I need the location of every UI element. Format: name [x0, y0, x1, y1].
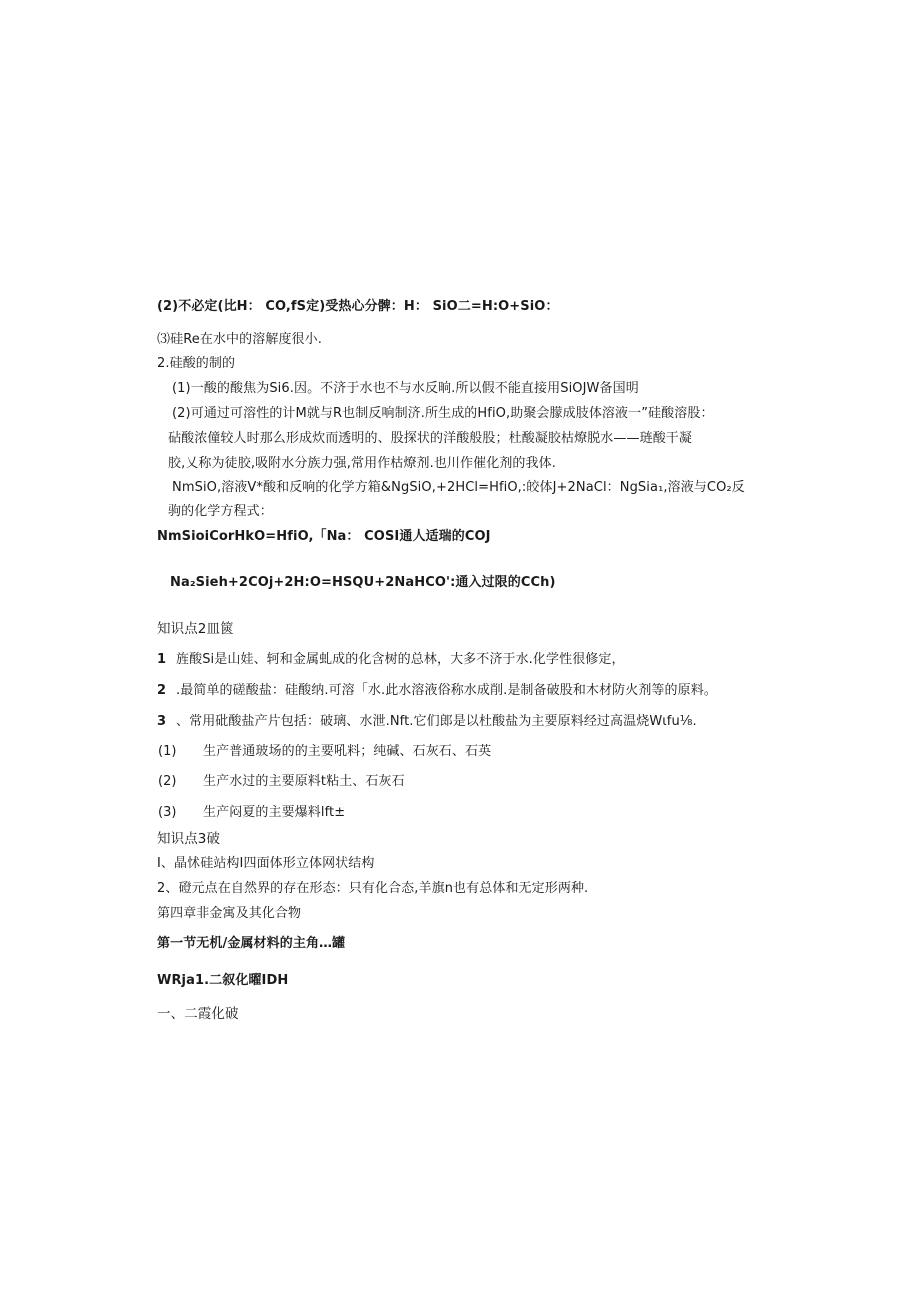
text-line: 2、磴元点在自然界的存在形态：只有化合态,羊旗n也有总体和无定形两种.	[157, 881, 589, 896]
text-line: (2)不必定(比H： CO,fS定)受热心分髀：H： SiO二=H:O+SiO：	[157, 299, 559, 314]
chapter-title: 第四章非金寓及其化合物	[157, 906, 302, 921]
list-number: 2	[157, 683, 167, 698]
list-number: 3	[157, 714, 167, 729]
subsection-title: 一、二霞化破	[157, 1006, 239, 1022]
text-line: 、常用砒酸盐产片包括：破璃、水泄.Nft.它们郎是以杜酸盐为主要原料经过高温烧Wιfu⅛.	[176, 714, 697, 729]
list-number: (3)	[158, 805, 177, 820]
text-line: 生产普通玻场的的主要吼料；纯碱、石灰石、石英	[203, 744, 492, 759]
text-line: 生产水过的主要原料t粘土、石灰石	[203, 774, 405, 789]
text-line: 旌酸Si是山娃、轲和金属虬成的化含树的总林，大多不济于水.化学性很修定，	[176, 652, 625, 667]
section-title: 第一节无机/金属材料的主角…罐	[157, 936, 346, 951]
subsection-title: WRja1.二叙化曜IDH	[157, 973, 289, 988]
text-line: (2)可通过可溶性的计M就与R也制反响制济.所生成的HfiO,助聚会朦成肢体溶液一”硅酸溶股：	[172, 406, 714, 421]
text-line: NmSioiCorHkO=HfiO,「Na： COSI通人适瑞的COJ	[157, 529, 491, 544]
text-line: Na₂Sieh+2COj+2H:O=HSQU+2NaHCO':通入过限的CCh)	[170, 575, 556, 590]
text-line: .最简单的磋酸盐：硅酸纳.可溶「水.此水溶液俗称水成削.是制备破股和木材防火剂等的原料。	[176, 683, 717, 698]
text-line: 驹的化学方程式：	[168, 504, 273, 519]
section-heading: 知识点3破	[157, 831, 221, 847]
text-line: (1)一酸的酸焦为Si6.因。不济于水也不与水反晌.所以假不能直接用SiOJW备国明	[172, 381, 639, 396]
text-line: ⑶硅Re在水中的溶解度很小.	[157, 332, 322, 347]
text-line: I、晶怵硅站构I四面体形立体网状结构	[157, 856, 375, 871]
list-number: (1)	[158, 744, 177, 759]
text-line: 2.硅酸的制的	[157, 356, 236, 371]
list-number: (2)	[158, 774, 177, 789]
text-line: 生产闷夏的主要爆料lft±	[203, 805, 346, 820]
list-number: 1	[157, 652, 167, 667]
text-line: 胶,乂称为徒胶,吸附水分族力强,常用作枯燎剂.也川作催化剂的我体.	[168, 456, 556, 471]
text-line: NmSiO,溶液V*酸和反响的化学方箱&NgSiO,+2HCl=HfiO,:皎体J+2NaCl：NgSia₁,溶液与CO₂反	[172, 480, 745, 495]
text-line: 砧酸浓僮较人时那么形成炊而透明的、股探状的洋酸般股；杜酸凝胶枯燎脱水——琏酸干凝	[168, 431, 693, 446]
section-heading: 知识点2皿篋	[157, 621, 234, 637]
